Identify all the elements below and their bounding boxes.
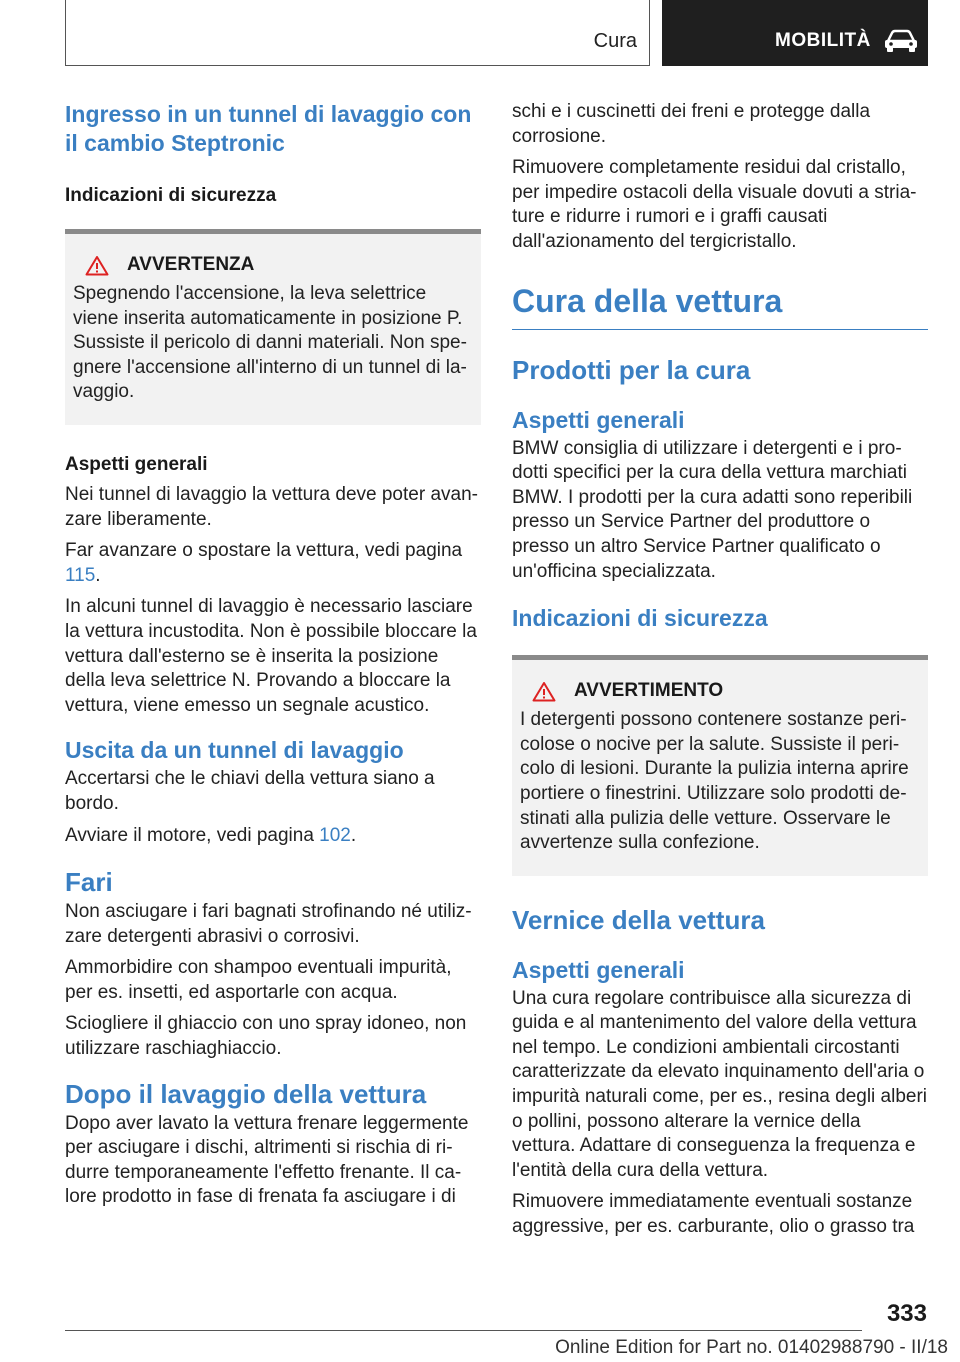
chapter-label: MOBILITÀ: [775, 30, 871, 51]
chapter-title: Cura della vettura: [512, 281, 928, 330]
paragraph: In alcuni tunnel di lavaggio è necessario lasciare la vettura incustodita. Non è possibile bloccare la vettura dall'esterno se è inserita la posizione della leva selettrice N. Provando a bloccare la vettura, viene emesso un segnale acustico.: [65, 596, 477, 716]
paragraph: Rimuovere immediatamente eventuali sostanze aggressive, per es. carburante, olio o grasso tra: [512, 1191, 915, 1238]
paragraph: Accertarsi che le chiavi della vettura siano a bordo.: [65, 768, 435, 814]
heading-headlights: Fari: [65, 867, 113, 898]
paragraph: BMW consiglia di utilizzare i detergenti e i prodotti specifici per la cura della vettura marchiati BMW. I prodotti per la cura adatti sono reperibili presso un Service Partner del produttore o presso un altro Service Partner qualificato o un'officina specializzata.: [512, 437, 913, 582]
warning-box: [65, 229, 481, 425]
heading-care-products: Prodotti per la cura: [512, 354, 751, 385]
car-icon: [884, 28, 918, 52]
paragraph: Far avanzare o spostare la vettura, vedi pagina 115.: [65, 540, 463, 586]
paragraph: Avviare il motore, vedi pagina 102.: [65, 824, 357, 846]
footer-divider: [65, 1330, 862, 1331]
warning-triangle-icon: [85, 255, 109, 276]
heading-exit-tunnel: Uscita da un tunnel di lavaggio: [65, 737, 404, 764]
warning-body: Spegnendo l'accensione, la leva selettrice viene inserita automaticamente in posizione P. Sussiste il pericolo di danni materiali. Non spegnere l'accensione all'interno di un tunnel di lavaggio.: [73, 283, 467, 403]
subheading-general: Aspetti generali: [512, 406, 685, 433]
left-column: [65, 100, 481, 1210]
chapter-tab: [662, 0, 928, 66]
page-number: 333: [886, 1300, 927, 1327]
paragraph: schi e i cuscinetti dei freni e protegge dalla corrosione.: [512, 101, 871, 147]
subheading-general: Aspetti generali: [512, 956, 685, 983]
warning-title: AVVERTENZA: [127, 254, 255, 275]
paragraph: Una cura regolare contribuisce alla sicurezza di guida e al mantenimento del valore della vettura nel tempo. Le condizioni ambientali circostanti caratterizzate da elevato inquinamento dell'aria o impurità naturali come, per es., resina degli alberi o pollini, possono alterare la vernice della vettura. Adattare di conseguenza la frequenza e l'entità della cura della vettura.: [512, 987, 928, 1181]
section-tab: [65, 0, 650, 66]
page-header: [65, 0, 928, 66]
subheading-general: Aspetti generali: [65, 453, 208, 475]
right-column: [512, 100, 928, 1240]
heading-paint: Vernice della vettura: [512, 904, 765, 935]
paragraph: Ammorbidire con shampoo eventuali impurità, per es. insetti, ed asportarle con acqua.: [65, 957, 452, 1003]
page-link[interactable]: 115: [65, 564, 96, 586]
warning-body: I detergenti possono contenere sostanze pericolose o nocive per la salute. Sussiste il pericolo di lesioni. Durante la pulizia interna aprire portiere o finestrini. Utilizzare solo prodotti destinati alla pulizia delle vetture. Osservare le avvertenze sulla confezione.: [520, 709, 909, 854]
heading-after-wash: Dopo il lavaggio della vettura: [65, 1078, 427, 1109]
subheading-safety: Indicazioni di sicurezza: [512, 605, 768, 632]
page-link[interactable]: 102: [319, 824, 351, 846]
footer-edition: Online Edition for Part no. 01402988790 - II/18: [555, 1337, 948, 1358]
warning-box: [512, 655, 928, 876]
paragraph: Rimuovere completamente residui dal cristallo, per impedire ostacoli della visuale dovuti a striature e ridurre i rumori e i graffi causati dall'azionamento del tergicristallo.: [512, 157, 917, 252]
warning-triangle-icon: [532, 681, 556, 702]
paragraph: Nei tunnel di lavaggio la vettura deve poter avanzare liberamente.: [65, 483, 478, 530]
warning-title: AVVERTIMENTO: [574, 680, 724, 702]
paragraph: Sciogliere il ghiaccio con uno spray idoneo, non utilizzare raschiaghiaccio.: [65, 1013, 467, 1060]
section-label: Cura: [593, 30, 637, 52]
subheading-safety: Indicazioni di sicurezza: [65, 185, 277, 206]
paragraph: Dopo aver lavato la vettura frenare leggermente per asciugare i dischi, altrimenti si rischia di ridurre temporaneamente l'effetto frenante. Il calore prodotto in fase di frenata fa asciugare i di: [65, 1112, 469, 1208]
paragraph: Non asciugare i fari bagnati strofinando né utilizzare detergenti abrasivi o corrosivi.: [65, 901, 472, 947]
heading-steptronic: Ingresso in un tunnel di lavaggio con il cambio Steptronic: [65, 101, 472, 156]
